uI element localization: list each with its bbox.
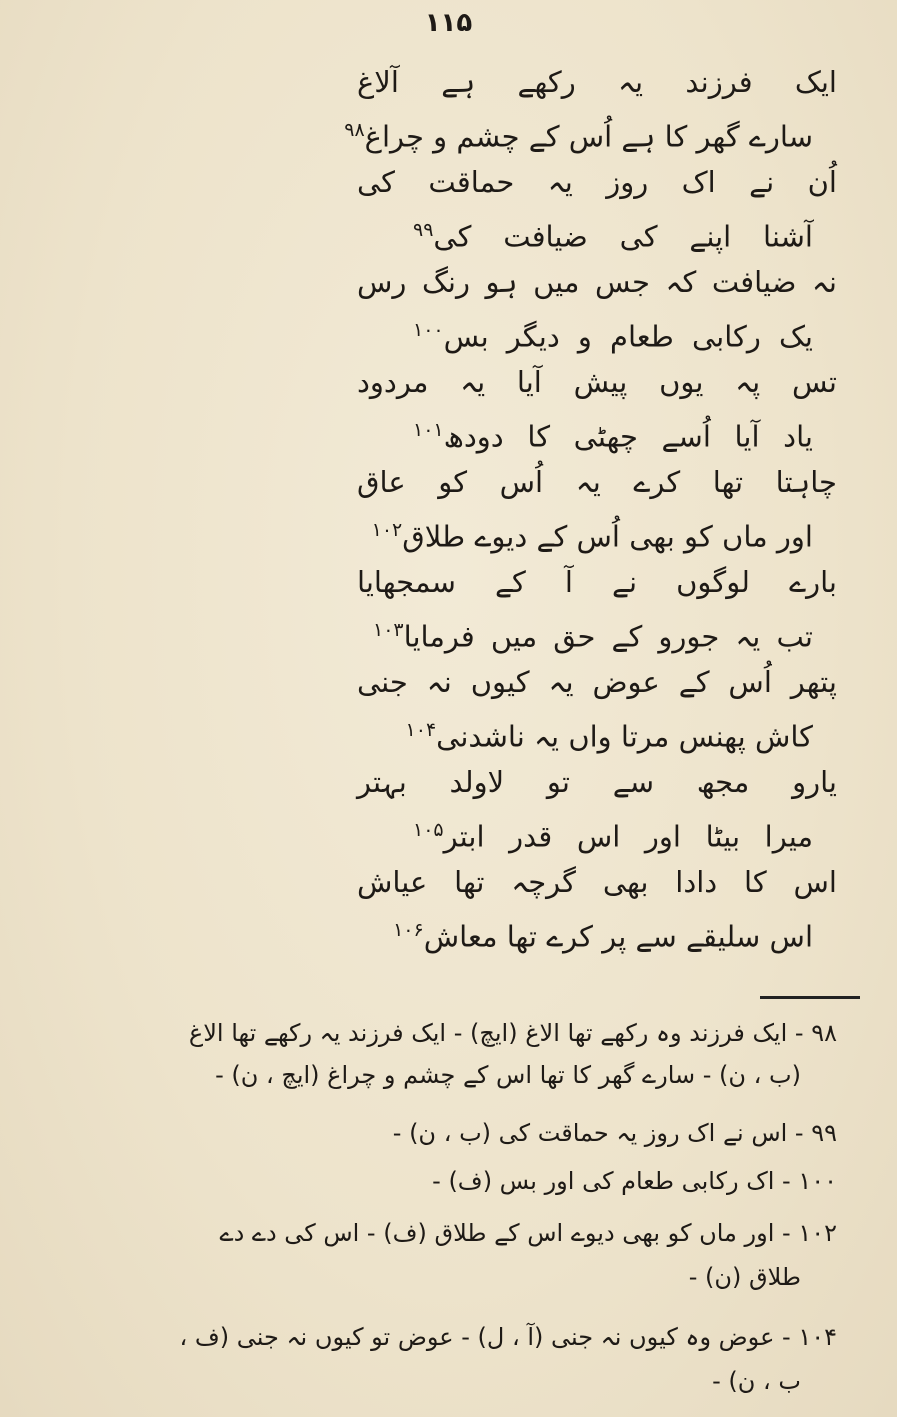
verse-first-line: یارو مجھ سے تو لاولد بہتر [357,765,837,799]
footnote-mark: ۱۰۴ [405,719,437,741]
verse-first-line: اُن نے اک روز یہ حماقت کی [357,165,837,199]
verse-second-line: اس سلیقے سے پر کرے تھا معاش$^{۱۰۶}$ [393,919,813,954]
footnote-mark: ۱۰۲ [371,519,403,541]
verse-second-line: یک رکابی طعام و دیگر بس$^{۱۰۰}$ [413,319,813,354]
verse-first-line: چاہتا تھا کرے یہ اُس کو عاق [357,465,837,499]
footnote-number: ۹۹ [811,1119,837,1147]
footnote-number: ۱۰۴ [798,1323,837,1351]
verse-first-line: ایک فرزند یہ رکھے ہے آلاغ [357,65,837,99]
footnote-mark: ۹۸ [344,119,365,141]
footnote-mark: ۹۹ [413,219,434,241]
footnote-mark: ۱۰۶ [393,919,424,941]
verse-first-line: پتھر اُس کے عوض یہ کیوں نہ جنی [357,665,837,699]
footnote-mark: ۱۰۳ [373,619,404,641]
verse-first-line: تس پہ یوں پیش آیا یہ مردود [357,365,837,399]
verse-second-line: سارے گھر کا ہے اُس کے چشم و چراغ$^{۹۸}$ [344,119,813,154]
verse-second-line: میرا بیٹا اور اس قدر ابتر$^{۱۰۵}$ [413,819,813,854]
footnote-line: طلاق (ن) - [688,1263,801,1291]
footnote-mark: ۱۰۵ [413,819,444,841]
verse-first-line: اس کا دادا بھی گرچہ تھا عیاش [357,865,837,899]
footnote-mark: ۱۰۱ [413,419,444,441]
footnote-line: (ب ، ن) - سارے گھر کا تھا اس کے چشم و چراغ (ایچ ، ن) - [215,1061,801,1089]
page-number: ۱۱۵ [424,8,473,38]
verse-second-line: آشنا اپنے کی ضیافت کی$^{۹۹}$ [413,219,813,254]
footnote-divider [760,996,860,999]
footnote-line: ۹۸ - ایک فرزند وہ رکھے تھا الاغ (ایچ) - ایک فرزند یہ رکھے تھا الاغ [188,1019,837,1047]
footnote-number: ۹۸ [811,1019,837,1047]
footnote-line: ۱۰۰ - اک رکابی طعام کی اور بس (ف) - [432,1167,837,1195]
footnote-number: ۱۰۲ [798,1219,837,1247]
footnote-line: ۱۰۴ - عوض وہ کیوں نہ جنی (آ ، ل) - عوض تو کیوں نہ جنی (ف ، [179,1323,837,1351]
verse-second-line: یاد آیا اُسے چھٹی کا دودھ$^{۱۰۱}$ [413,419,813,454]
footnote-line: ۱۰۲ - اور ماں کو بھی دیوے اس کے طلاق (ف) - اس کی دے دے [219,1219,837,1247]
verse-second-line: کاش پھنس مرتا واں یہ ناشدنی$^{۱۰۴}$ [405,719,813,754]
verse-first-line: بارے لوگوں نے آ کے سمجھایا [357,565,837,599]
footnote-number: ۱۰۰ [798,1167,837,1195]
verse-second-line: تب یہ جورو کے حق میں فرمایا$^{۱۰۳}$ [373,619,813,654]
footnote-line: ب ، ن) - [712,1367,801,1395]
verse-first-line: نہ ضیافت کہ جس میں ہو رنگ رس [357,265,837,299]
footnote-line: ۹۹ - اس نے اک روز یہ حماقت کی (ب ، ن) - [392,1119,837,1147]
footnote-mark: ۱۰۰ [413,319,444,341]
verse-second-line: اور ماں کو بھی اُس کے دیوے طلاق$^{۱۰۲}$ [371,519,813,554]
